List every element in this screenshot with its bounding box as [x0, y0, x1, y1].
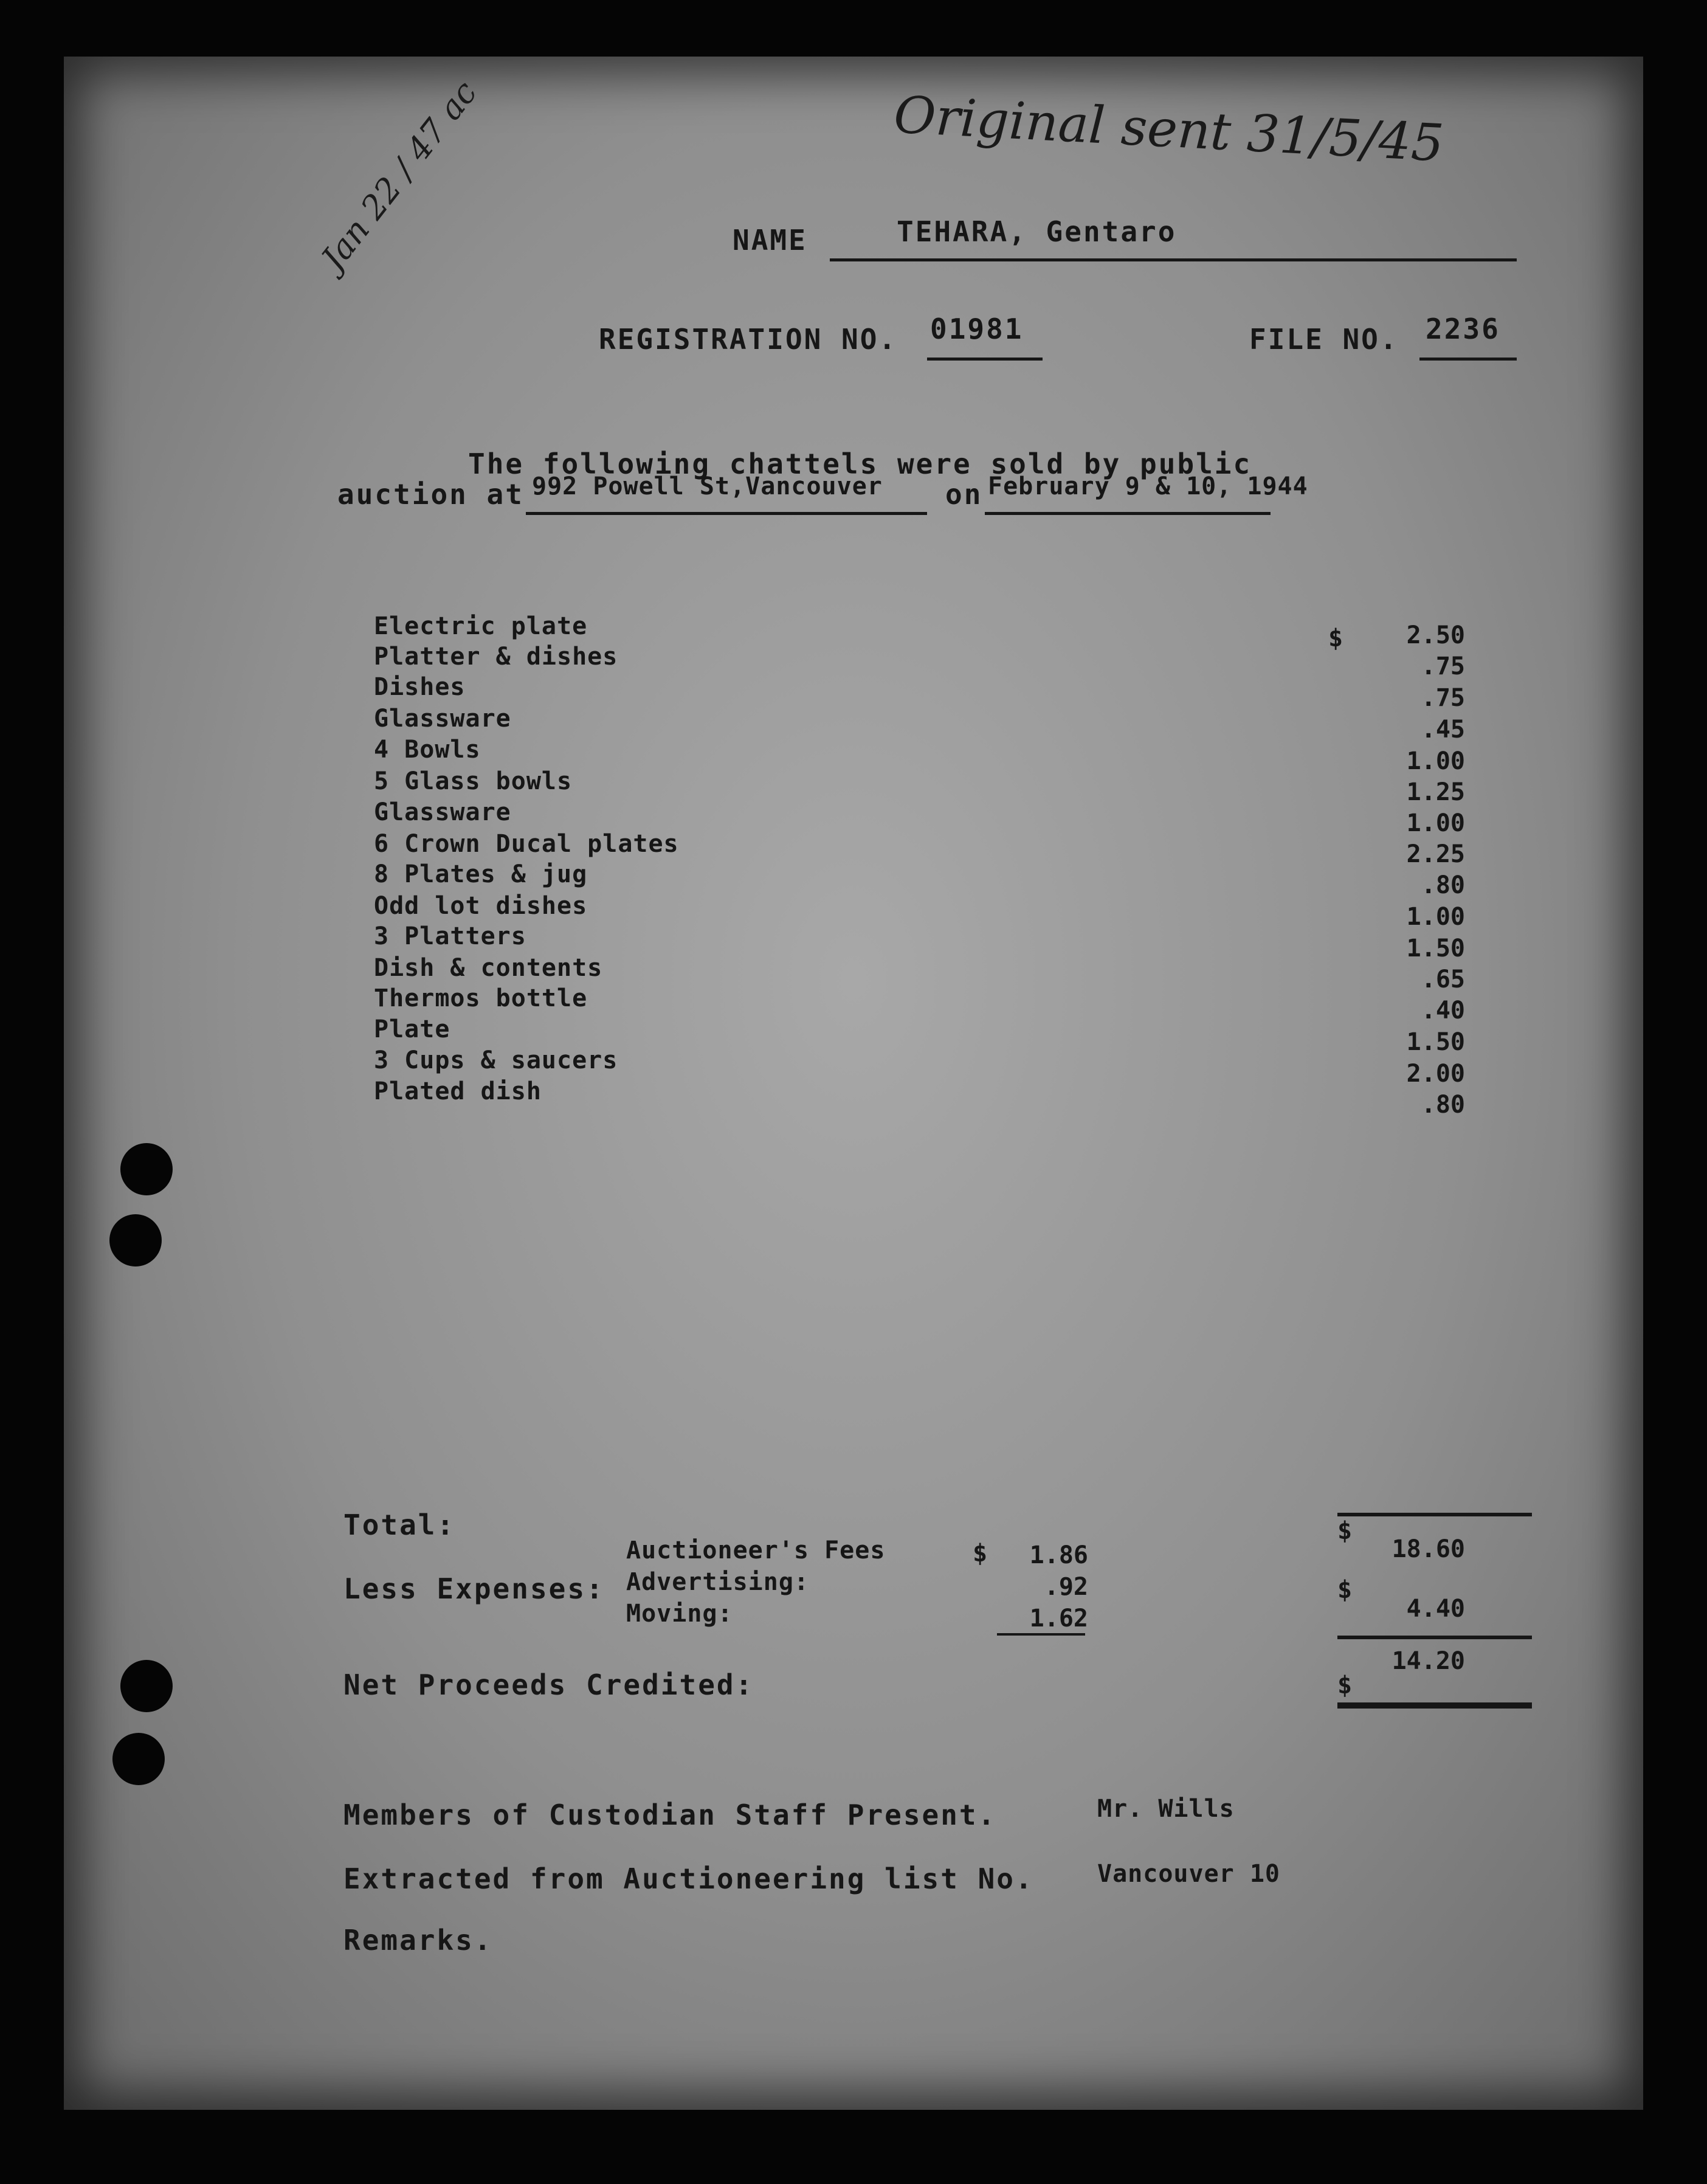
- item-amount: .75: [1421, 684, 1465, 712]
- punch-hole: [112, 1733, 165, 1785]
- registration-value: 01981: [930, 313, 1024, 345]
- auction-location: 992 Powell St,Vancouver: [532, 472, 883, 500]
- list-item: Plate: [374, 1015, 450, 1043]
- net-double-rule: [1337, 1702, 1532, 1709]
- list-item: Dishes: [374, 673, 466, 701]
- list-item: Plated dish: [374, 1077, 542, 1105]
- list-item: Thermos bottle: [374, 984, 588, 1012]
- list-item: 3 Cups & saucers: [374, 1046, 618, 1074]
- net-proceeds-label: Net Proceeds Credited:: [343, 1668, 754, 1701]
- expenses-rule: [1337, 1636, 1532, 1639]
- total-currency: $: [1337, 1517, 1353, 1545]
- name-value: TEHARA, Gentaro: [897, 215, 1177, 248]
- expense-currency: $: [973, 1540, 988, 1567]
- expenses-underline: [997, 1633, 1085, 1636]
- file-label: FILE NO.: [1249, 323, 1399, 356]
- net-currency: $: [1337, 1671, 1353, 1699]
- item-amount: 1.00: [1406, 903, 1465, 931]
- expense-amount: .92: [1044, 1573, 1088, 1601]
- handwritten-note: Original sent 31/5/45: [892, 85, 1446, 173]
- item-amount: .80: [1421, 1091, 1465, 1119]
- item-amount: 1.25: [1406, 778, 1465, 806]
- item-amount: 2.25: [1406, 840, 1465, 868]
- less-expenses-label: Less Expenses:: [343, 1572, 605, 1605]
- staff-present-value: Mr. Wills: [1097, 1795, 1235, 1823]
- item-amount: .45: [1421, 716, 1465, 744]
- item-amount: .65: [1421, 966, 1465, 994]
- net-proceeds-value: 14.20: [1391, 1647, 1465, 1675]
- item-amount: 2.00: [1406, 1060, 1465, 1088]
- file-value: 2236: [1426, 313, 1500, 345]
- intro-line-1: The following chattels were sold by public: [468, 448, 1252, 480]
- list-item: Glassware: [374, 798, 511, 826]
- staff-present-label: Members of Custodian Staff Present.: [343, 1799, 997, 1831]
- on-label: on: [945, 478, 983, 511]
- intro-line-2-prefix: auction at: [337, 478, 524, 511]
- list-item: 5 Glass bowls: [374, 767, 573, 795]
- extracted-value: Vancouver 10: [1097, 1860, 1280, 1888]
- list-item: 4 Bowls: [374, 736, 481, 764]
- item-amount: 2.50: [1406, 621, 1465, 649]
- item-amount: 1.00: [1406, 747, 1465, 775]
- punch-hole: [120, 1143, 173, 1195]
- list-item: 6 Crown Ducal plates: [374, 830, 679, 858]
- item-amount: 1.00: [1406, 809, 1465, 837]
- list-item: Dish & contents: [374, 954, 603, 982]
- total-rule: [1337, 1513, 1532, 1516]
- expense-amount: 1.86: [1029, 1541, 1088, 1569]
- registration-label: REGISTRATION NO.: [599, 323, 898, 356]
- extracted-label: Extracted from Auctioneering list No.: [343, 1862, 1034, 1895]
- list-item: Glassware: [374, 705, 511, 733]
- expense-amount: 1.62: [1029, 1605, 1088, 1633]
- expense-label-auctioneer: Auctioneer's Fees: [626, 1536, 886, 1564]
- expenses-total-currency: $: [1337, 1576, 1353, 1604]
- item-amount: .40: [1421, 997, 1465, 1025]
- item-amount: .75: [1421, 652, 1465, 680]
- item-amount: 1.50: [1406, 1028, 1465, 1056]
- expense-label-advertising: Advertising:: [626, 1568, 809, 1596]
- total-label: Total:: [343, 1508, 456, 1541]
- list-item: 3 Platters: [374, 922, 526, 950]
- punch-hole: [109, 1214, 162, 1267]
- list-item: Odd lot dishes: [374, 892, 588, 920]
- expense-label-moving: Moving:: [626, 1600, 733, 1628]
- auction-date: February 9 & 10, 1944: [988, 472, 1308, 500]
- list-item: 8 Plates & jug: [374, 860, 588, 888]
- total-value: 18.60: [1391, 1535, 1465, 1563]
- item-amount: .80: [1421, 871, 1465, 899]
- list-item: Electric plate: [374, 612, 588, 640]
- item-amount: 1.50: [1406, 935, 1465, 962]
- remarks-label: Remarks.: [343, 1924, 493, 1957]
- punch-hole: [120, 1660, 173, 1712]
- expenses-total-value: 4.40: [1406, 1595, 1465, 1623]
- name-label: NAME: [733, 224, 807, 257]
- handwritten-side-note: Jan 22 / 47 ac: [314, 74, 485, 277]
- list-item: Platter & dishes: [374, 643, 618, 671]
- currency-symbol: $: [1328, 624, 1344, 652]
